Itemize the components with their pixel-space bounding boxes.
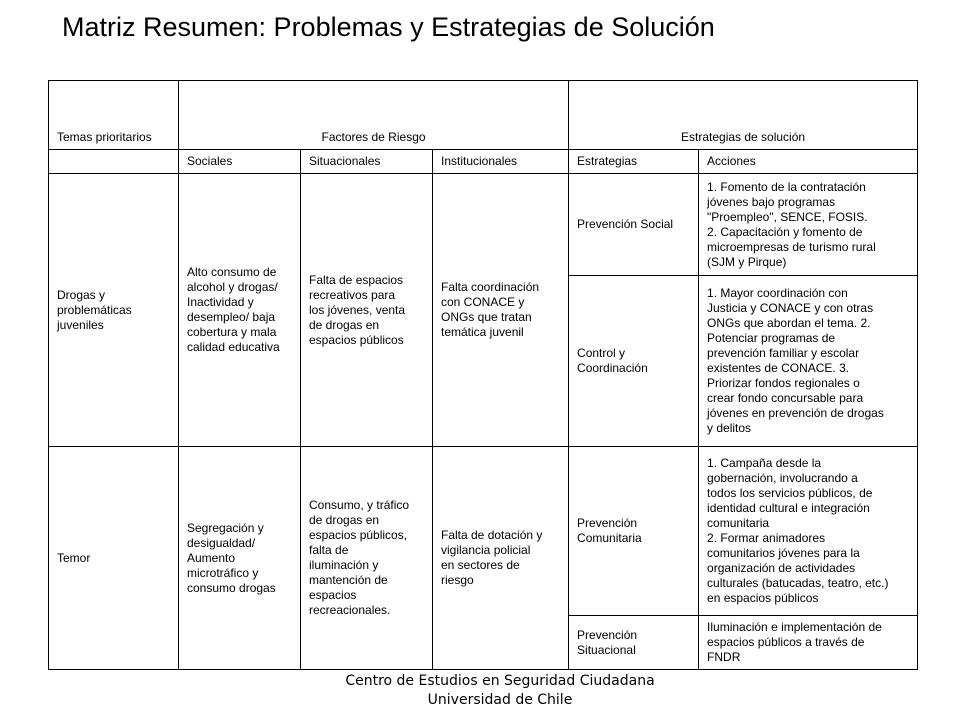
header-row-sub	[49, 150, 918, 174]
table-row	[49, 174, 918, 276]
acciones-cell: Iluminación e implementación de espacios públicos a través de FNDR	[699, 616, 918, 670]
page-title: Matriz Resumen: Problemas y Estrategias de Solución	[62, 12, 715, 42]
factor-sociales-cell: Segregación y desigualdad/ Aumento microtráfico y consumo drogas	[179, 447, 301, 670]
tema-cell: Temor	[49, 447, 179, 670]
footer	[0, 672, 960, 710]
acciones-cell: 1. Fomento de la contratación jóvenes bajo programas "Proempleo", SENCE, FOSIS. 2. Capacitación y fomento de microempresas de turismo rural (SJM y Pirque)	[699, 174, 918, 276]
header-situacionales: Situacionales	[301, 150, 433, 174]
factor-situacionales-cell: Consumo, y tráfico de drogas en espacios públicos, falta de iluminación y mantención de espacios recreacionales.	[301, 447, 433, 670]
header-row-main	[49, 81, 918, 150]
summary-matrix-table	[48, 80, 918, 670]
estrategia-cell: Control y Coordinación	[569, 276, 699, 447]
estrategia-cell: Prevención Situacional	[569, 616, 699, 670]
header-acciones: Acciones	[699, 150, 918, 174]
factor-institucionales-cell: Falta coordinación con CONACE y ONGs que tratan temática juvenil	[433, 174, 569, 447]
acciones-cell: 1. Mayor coordinación con Justicia y CONACE y con otras ONGs que abordan el tema. 2. Potenciar programas de prevención familiar y escolar existentes de CONACE. 3. Priorizar fondos regionales o crear fondo concursable para jóvenes en prevención de drogas y delitos	[699, 276, 918, 447]
header-empty-cell	[49, 150, 179, 174]
factor-sociales-cell: Alto consumo de alcohol y drogas/ Inactividad y desempleo/ baja cobertura y mala calidad educativa	[179, 174, 301, 447]
factor-institucionales-cell: Falta de dotación y vigilancia policial en sectores de riesgo	[433, 447, 569, 670]
tema-cell: Drogas y problemáticas juveniles	[49, 174, 179, 447]
header-estrategias: Estrategias	[569, 150, 699, 174]
factor-situacionales-cell: Falta de espacios recreativos para los jóvenes, venta de drogas en espacios públicos	[301, 174, 433, 447]
estrategia-cell: Prevención Comunitaria	[569, 447, 699, 616]
footer-university: Universidad de Chile	[427, 692, 573, 708]
footer-institution: Centro de Estudios en Seguridad Ciudadana	[345, 673, 655, 689]
table-row	[49, 447, 918, 616]
header-sociales: Sociales	[179, 150, 301, 174]
header-estrategias-de-solucion: Estrategias de solución	[569, 81, 918, 150]
header-institucionales: Institucionales	[433, 150, 569, 174]
header-factores-de-riesgo: Factores de Riesgo	[179, 81, 569, 150]
acciones-cell: 1. Campaña desde la gobernación, involucrando a todos los servicios públicos, de identidad cultural e integración comunitaria 2. Formar animadores comunitarios jóvenes para la organización de actividades culturales (batucadas, teatro, etc.) en espacios públicos	[699, 447, 918, 616]
estrategia-cell: Prevención Social	[569, 174, 699, 276]
header-temas-prioritarios: Temas prioritarios	[49, 81, 179, 150]
